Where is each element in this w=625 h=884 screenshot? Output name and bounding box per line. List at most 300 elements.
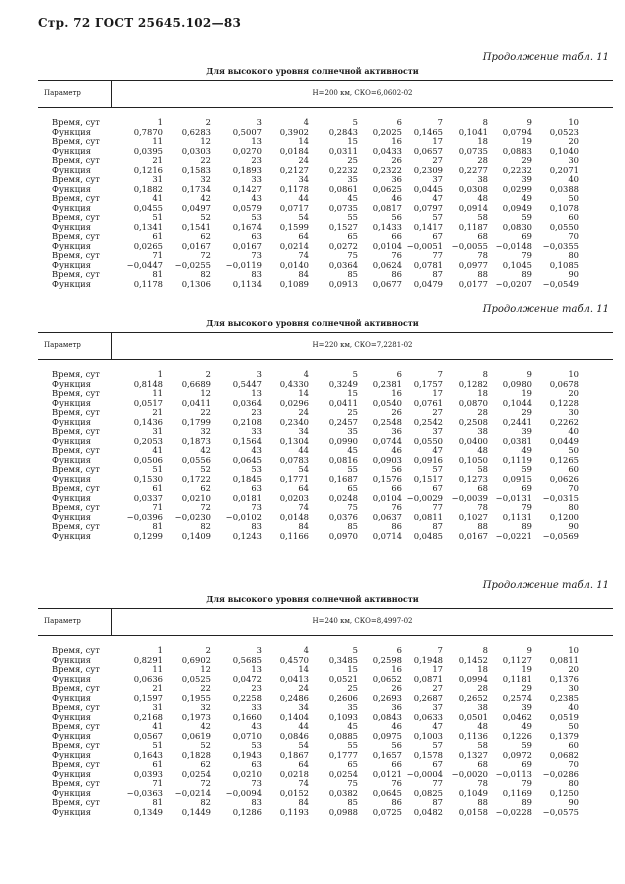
row-label: Функция: [52, 492, 91, 503]
table-cell: 68: [477, 231, 488, 241]
table-cell: 0,0636: [133, 673, 163, 684]
table-cell: 0,0479: [413, 278, 443, 289]
table-cell: 0,1200: [549, 511, 579, 522]
table-cell: 1: [157, 369, 163, 379]
table-cell: 11: [152, 136, 163, 146]
table-cell: 0,0980: [502, 378, 532, 389]
table-cell: 0,1273: [458, 473, 488, 484]
table-cell: 56: [391, 464, 402, 474]
row-label: Время, сут: [52, 269, 100, 279]
row-label: Время, сут: [52, 502, 100, 512]
table-cell: 42: [200, 721, 211, 731]
table-cell: 40: [568, 174, 579, 184]
table-cell: 87: [432, 269, 443, 279]
table-cell: 0,1757: [413, 378, 443, 389]
table-cell: 0,0914: [458, 202, 488, 213]
table-cell: 0,1417: [413, 221, 443, 232]
table-cell: 28: [477, 683, 488, 693]
table-cell: 38: [477, 174, 488, 184]
table-cell: 0,0388: [549, 183, 579, 194]
table-cell: 75: [347, 502, 358, 512]
table-cell: 19: [521, 388, 532, 398]
row-label: Время, сут: [52, 174, 100, 184]
table-cell: 0,1583: [181, 164, 211, 175]
table-cell: 0,0167: [232, 240, 262, 251]
table-cell: 0,1166: [279, 530, 309, 541]
table-cell: 10: [568, 117, 579, 127]
table-cell: 0,0482: [413, 806, 443, 817]
table-cell: 15: [347, 664, 358, 674]
table-cell: 10: [568, 645, 579, 655]
table-cell: 0,0637: [372, 511, 402, 522]
table-cell: 64: [298, 759, 309, 769]
table-cell: 0,1178: [133, 278, 163, 289]
table-cell: 0,1882: [133, 183, 163, 194]
table-cell: 0,1404: [279, 711, 309, 722]
table-cell: 13: [251, 388, 262, 398]
table-cell: 21: [152, 155, 163, 165]
table-cell: 74: [298, 502, 309, 512]
table-cell: −0,0102: [225, 511, 262, 522]
table-cell: 0,1530: [133, 473, 163, 484]
table-cell: 0,1226: [502, 730, 532, 741]
table-cell: 0,0167: [458, 530, 488, 541]
row-label: Функция: [52, 240, 91, 251]
table-cell: 0,1078: [549, 202, 579, 213]
table-cell: 0,0626: [549, 473, 579, 484]
table-cell: 66: [391, 483, 402, 493]
table-cell: 82: [200, 521, 211, 531]
table-cell: 0,0633: [413, 711, 443, 722]
table-cell: 0,0830: [502, 221, 532, 232]
table-cell: 60: [568, 740, 579, 750]
table-cell: 41: [152, 721, 163, 731]
table-cell: 0,0376: [328, 511, 358, 522]
table-cell: 0,0184: [279, 145, 309, 156]
table-cell: 0,2486: [279, 692, 309, 703]
table-cell: 0,1845: [232, 473, 262, 484]
table-cell: 0,1674: [232, 221, 262, 232]
table-cell: 0,0382: [328, 787, 358, 798]
table-cell: 0,1003: [413, 730, 443, 741]
table-cell: 0,2548: [372, 416, 402, 427]
row-label: Время, сут: [52, 797, 100, 807]
table-cell: 17: [432, 388, 443, 398]
table-cell: 65: [347, 231, 358, 241]
table-cell: 0,1948: [413, 654, 443, 665]
table-cell: 11: [152, 664, 163, 674]
table-cell: 0,0797: [413, 202, 443, 213]
table-cell: 70: [568, 231, 579, 241]
table-cell: 35: [347, 426, 358, 436]
table-cell: 58: [477, 212, 488, 222]
table-cell: 0,0311: [328, 145, 358, 156]
table-cell: 0,0949: [502, 202, 532, 213]
table-cell: 0,6902: [181, 654, 211, 665]
table-cell: 0,0472: [232, 673, 262, 684]
table-cell: 86: [391, 521, 402, 531]
table-body: [0, 118, 625, 289]
table-cell: 0,0462: [502, 711, 532, 722]
table-cell: 8: [482, 645, 488, 655]
table-cell: 36: [391, 702, 402, 712]
table-cell: 0,5447: [232, 378, 262, 389]
row-label: Функция: [52, 397, 91, 408]
table-cell: 0,0152: [279, 787, 309, 798]
table-cell: 32: [200, 702, 211, 712]
table-cell: 0,0783: [279, 454, 309, 465]
row-label: Функция: [52, 787, 91, 798]
table-cell: 0,0735: [328, 202, 358, 213]
table-cell: 34: [298, 174, 309, 184]
table-cell: 0,0517: [133, 397, 163, 408]
table-cell: 0,0449: [549, 435, 579, 446]
table-cell: 0,0177: [458, 278, 488, 289]
table-cell: 57: [432, 740, 443, 750]
table-cell: 0,0497: [181, 202, 211, 213]
row-label: Время, сут: [52, 464, 100, 474]
table-cell: 49: [521, 445, 532, 455]
table-cell: 37: [432, 174, 443, 184]
row-label: Функция: [52, 435, 91, 446]
table-cell: 33: [251, 426, 262, 436]
table-cell: 0,0744: [372, 435, 402, 446]
table-cell: 62: [200, 759, 211, 769]
table-cell: −0,0230: [174, 511, 211, 522]
table-cell: 0,5685: [232, 654, 262, 665]
table-cell: 0,1306: [181, 278, 211, 289]
table-cell: 0,0413: [279, 673, 309, 684]
row-label: Функция: [52, 711, 91, 722]
table-cell: 0,2574: [502, 692, 532, 703]
table-cell: 0,0395: [133, 145, 163, 156]
table-cell: 0,2127: [279, 164, 309, 175]
table-cell: 12: [200, 664, 211, 674]
table-cell: 0,1027: [458, 511, 488, 522]
table-cell: 0,0871: [413, 673, 443, 684]
table-cell: −0,0207: [495, 278, 532, 289]
table-cell: 54: [298, 464, 309, 474]
table-cell: −0,0004: [406, 768, 443, 779]
table-cell: 0,1187: [458, 221, 488, 232]
table-cell: 28: [477, 155, 488, 165]
table-cell: 0,0761: [413, 397, 443, 408]
table-cell: −0,0020: [451, 768, 488, 779]
param-header: Параметр: [44, 89, 81, 97]
table-cell: 0,0811: [549, 654, 579, 665]
table-cell: 57: [432, 212, 443, 222]
table-cell: 41: [152, 193, 163, 203]
table-cell: −0,0113: [495, 768, 532, 779]
table-cell: 51: [152, 740, 163, 750]
table-cell: 2: [205, 645, 211, 655]
table-cell: 0,1771: [279, 473, 309, 484]
table-cell: 11: [152, 388, 163, 398]
table-cell: 0,1687: [328, 473, 358, 484]
table-cell: 38: [477, 702, 488, 712]
row-label: Время, сут: [52, 759, 100, 769]
table-cell: 0,1282: [458, 378, 488, 389]
table-cell: 0,0433: [372, 145, 402, 156]
table-cell: 60: [568, 212, 579, 222]
table-cell: 40: [568, 426, 579, 436]
table-cell: 0,1286: [232, 806, 262, 817]
table-cell: 86: [391, 269, 402, 279]
row-label: Функция: [52, 530, 91, 541]
table-cell: 22: [200, 407, 211, 417]
table-cell: 42: [200, 193, 211, 203]
table-cell: 78: [477, 502, 488, 512]
table-cell: 0,2687: [413, 692, 443, 703]
table-cell: 0,1304: [279, 435, 309, 446]
row-label: Время, сут: [52, 407, 100, 417]
table-cell: 1: [157, 117, 163, 127]
height-info: H=240 км, СКО=8,4997-02: [312, 617, 413, 625]
table-cell: 21: [152, 407, 163, 417]
table-cell: 44: [298, 721, 309, 731]
table-cell: 79: [521, 502, 532, 512]
table-cell: 0,0501: [458, 711, 488, 722]
table-cell: 4: [303, 117, 309, 127]
table-cell: 30: [568, 683, 579, 693]
table-cell: 83: [251, 269, 262, 279]
table-cell: 0,0254: [181, 768, 211, 779]
table-cell: 8: [482, 117, 488, 127]
table-cell: 0,1867: [279, 749, 309, 760]
table-cell: 0,2441: [502, 416, 532, 427]
table-cell: −0,0039: [451, 492, 488, 503]
table-cell: 6: [396, 645, 402, 655]
table-cell: 0,1085: [549, 259, 579, 270]
table-cell: 21: [152, 683, 163, 693]
table-cell: 0,0248: [328, 492, 358, 503]
table-cell: 0,6283: [181, 126, 211, 137]
table-cell: 82: [200, 797, 211, 807]
table-cell: 59: [521, 212, 532, 222]
table-cell: 74: [298, 778, 309, 788]
row-label: Функция: [52, 654, 91, 665]
table-cell: 0,0652: [372, 673, 402, 684]
table-cell: 55: [347, 740, 358, 750]
table-cell: 0,0445: [413, 183, 443, 194]
table-cell: 71: [152, 250, 163, 260]
table-cell: 17: [432, 664, 443, 674]
table-cell: 7: [437, 117, 443, 127]
table-cell: 0,1050: [458, 454, 488, 465]
table-cell: 20: [568, 388, 579, 398]
table-cell: 0,0678: [549, 378, 579, 389]
table-cell: 73: [251, 778, 262, 788]
table-cell: 0,2232: [328, 164, 358, 175]
table-cell: 0,0677: [372, 278, 402, 289]
table-cell: 0,1873: [181, 435, 211, 446]
table-header: [38, 80, 613, 108]
table-cell: 43: [251, 445, 262, 455]
table-cell: 0,1436: [133, 416, 163, 427]
table-cell: 0,0725: [372, 806, 402, 817]
table-cell: −0,0221: [495, 530, 532, 541]
table-cell: 78: [477, 778, 488, 788]
table-cell: 0,2652: [458, 692, 488, 703]
table-cell: 24: [298, 155, 309, 165]
table-cell: 87: [432, 521, 443, 531]
table-cell: 64: [298, 483, 309, 493]
table-cell: 0,1193: [279, 806, 309, 817]
table-cell: 16: [391, 388, 402, 398]
table-cell: 73: [251, 250, 262, 260]
table-cell: 0,1427: [232, 183, 262, 194]
table-cell: 65: [347, 483, 358, 493]
table-cell: 57: [432, 464, 443, 474]
table-cell: 0,2606: [328, 692, 358, 703]
table-cell: 69: [521, 483, 532, 493]
table-cell: 0,1576: [372, 473, 402, 484]
table-cell: 0,1527: [328, 221, 358, 232]
table-cell: 18: [477, 388, 488, 398]
table-cell: 0,2262: [549, 416, 579, 427]
table-cell: 50: [568, 193, 579, 203]
table-cell: 0,1299: [133, 530, 163, 541]
table-cell: 60: [568, 464, 579, 474]
table-cell: 18: [477, 136, 488, 146]
table-cell: 0,1228: [549, 397, 579, 408]
table-cell: 13: [251, 664, 262, 674]
table-cell: 0,1734: [181, 183, 211, 194]
table-cell: 89: [521, 797, 532, 807]
table-cell: 0,1216: [133, 164, 163, 175]
table-cell: 0,0624: [372, 259, 402, 270]
table-cell: 0,2693: [372, 692, 402, 703]
table-cell: −0,0363: [126, 787, 163, 798]
table-cell: 49: [521, 193, 532, 203]
table-cell: −0,0214: [174, 787, 211, 798]
table-cell: 0,0990: [328, 435, 358, 446]
table-cell: 33: [251, 174, 262, 184]
table-cell: 50: [568, 445, 579, 455]
table-cell: 35: [347, 174, 358, 184]
table-cell: 19: [521, 136, 532, 146]
table-cell: 84: [298, 269, 309, 279]
table-cell: 0,0625: [372, 183, 402, 194]
row-label: Функция: [52, 145, 91, 156]
table-cell: 0,0735: [458, 145, 488, 156]
row-label: Функция: [52, 673, 91, 684]
table-cell: 66: [391, 231, 402, 241]
table-cell: 7: [437, 645, 443, 655]
table-cell: 0,0254: [328, 768, 358, 779]
table-cell: 85: [347, 521, 358, 531]
table-cell: 0,0977: [458, 259, 488, 270]
table-cell: 0,1089: [279, 278, 309, 289]
table-cell: 0,0903: [372, 454, 402, 465]
table-cell: 3: [256, 645, 262, 655]
row-label: Функция: [52, 692, 91, 703]
table-cell: 0,0411: [328, 397, 358, 408]
table-cell: 0,0455: [133, 202, 163, 213]
table-cell: 16: [391, 136, 402, 146]
table-cell: 0,1045: [502, 259, 532, 270]
table-cell: 0,0619: [181, 730, 211, 741]
table-cell: 52: [200, 464, 211, 474]
row-label: Функция: [52, 454, 91, 465]
table-cell: −0,0315: [542, 492, 579, 503]
table-cell: 85: [347, 269, 358, 279]
row-label: Функция: [52, 511, 91, 522]
table-cell: 0,0913: [328, 278, 358, 289]
param-header: Параметр: [44, 617, 81, 625]
table-cell: 9: [526, 117, 532, 127]
table-cell: 39: [521, 426, 532, 436]
table-cell: 0,4570: [279, 654, 309, 665]
table-cell: 0,1541: [181, 221, 211, 232]
table-cell: 0,0817: [372, 202, 402, 213]
table-cell: 0,8291: [133, 654, 163, 665]
table-cell: 62: [200, 483, 211, 493]
table-cell: 23: [251, 155, 262, 165]
table-header: [38, 608, 613, 636]
table-cell: 37: [432, 426, 443, 436]
table-cell: 31: [152, 426, 163, 436]
table-cell: 0,0972: [502, 749, 532, 760]
table-cell: 0,6689: [181, 378, 211, 389]
row-label: Время, сут: [52, 740, 100, 750]
row-label: Время, сут: [52, 702, 100, 712]
table-cell: 6: [396, 117, 402, 127]
table-cell: 0,0988: [328, 806, 358, 817]
table-cell: 4: [303, 369, 309, 379]
table-cell: 74: [298, 250, 309, 260]
table-cell: 0,1564: [232, 435, 262, 446]
table-cell: 14: [298, 388, 309, 398]
table-cell: 0,0975: [372, 730, 402, 741]
table-cell: 0,1119: [502, 454, 532, 465]
table-cell: 0,0970: [328, 530, 358, 541]
table-cell: 0,0121: [372, 768, 402, 779]
table-cell: 43: [251, 721, 262, 731]
row-label: Функция: [52, 730, 91, 741]
table-cell: 5: [352, 645, 358, 655]
table-cell: 28: [477, 407, 488, 417]
table-cell: 0,0308: [458, 183, 488, 194]
table-cell: −0,0447: [126, 259, 163, 270]
table-cell: 0,0825: [413, 787, 443, 798]
row-label: Функция: [52, 416, 91, 427]
table-cell: 0,4330: [279, 378, 309, 389]
continuation-note: Продолжение табл. 11: [482, 580, 609, 591]
row-label: Функция: [52, 473, 91, 484]
table-cell: −0,0549: [542, 278, 579, 289]
table-cell: 69: [521, 759, 532, 769]
table-cell: 5: [352, 369, 358, 379]
table-cell: 76: [391, 502, 402, 512]
table-cell: 2: [205, 369, 211, 379]
table-cell: 35: [347, 702, 358, 712]
table-cell: 0,1452: [458, 654, 488, 665]
table-cell: 68: [477, 483, 488, 493]
table-cell: 0,0645: [232, 454, 262, 465]
table-cell: 0,1578: [413, 749, 443, 760]
table-cell: 18: [477, 664, 488, 674]
table-cell: 72: [200, 502, 211, 512]
table-cell: 0,0140: [279, 259, 309, 270]
table-cell: 79: [521, 250, 532, 260]
table-cell: 46: [391, 445, 402, 455]
table-cell: 64: [298, 231, 309, 241]
table-cell: 0,0714: [372, 530, 402, 541]
table-cell: 0,2053: [133, 435, 163, 446]
table-cell: 61: [152, 483, 163, 493]
row-label: Функция: [52, 278, 91, 289]
